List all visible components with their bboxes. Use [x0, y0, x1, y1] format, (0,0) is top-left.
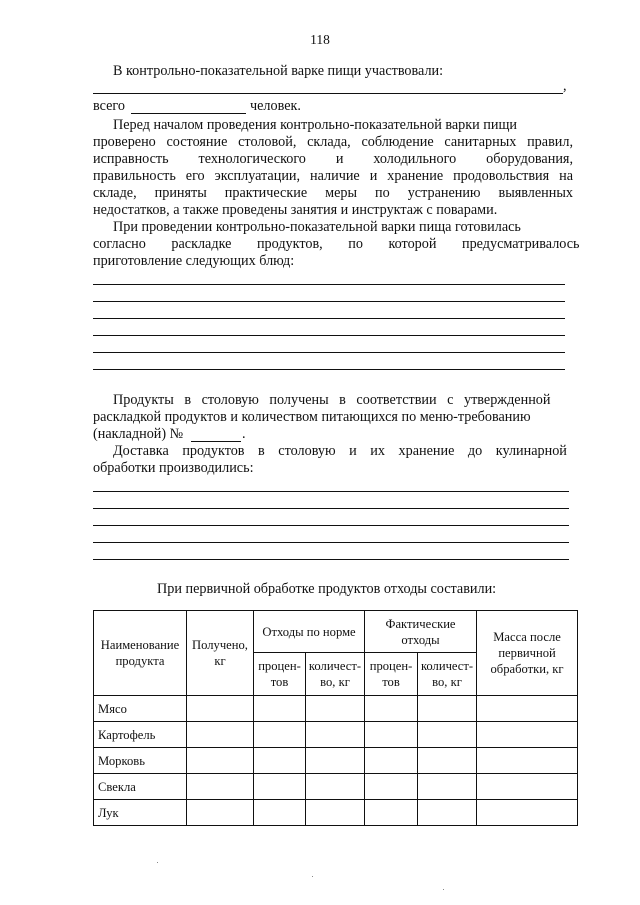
row-product-name: Лук — [94, 800, 187, 826]
cell-input[interactable] — [365, 774, 418, 800]
paragraph-line: обработки производились: — [93, 460, 254, 476]
cell-input[interactable] — [187, 722, 254, 748]
cell-input[interactable] — [365, 722, 418, 748]
subheader-norm-quantity: количест-во, кг — [306, 653, 365, 696]
cell-input[interactable] — [418, 696, 477, 722]
col-header-norm-waste: Отходы по норме — [254, 611, 365, 653]
col-header-received: Получено, кг — [187, 611, 254, 696]
paragraph-line: согласно раскладке продуктов, по которой предусматривалось — [93, 236, 580, 252]
scan-speck — [443, 889, 444, 890]
cell-input[interactable] — [418, 748, 477, 774]
total-suffix: человек. — [250, 98, 301, 114]
col-header-product: Наименование продукта — [94, 611, 187, 696]
paragraph-line: При проведении контрольно-показательной варки пища готовилась — [113, 219, 521, 235]
cell-input[interactable] — [365, 748, 418, 774]
table-row — [94, 774, 578, 800]
row-product-name: Мясо — [94, 696, 187, 722]
table-row — [94, 748, 578, 774]
participants-line[interactable] — [93, 93, 563, 94]
cell-input[interactable] — [187, 748, 254, 774]
participants-intro: В контрольно-показательной варке пищи участвовали: — [113, 63, 444, 79]
delivery-line[interactable] — [93, 525, 569, 526]
cell-input[interactable] — [306, 774, 365, 800]
delivery-line[interactable] — [93, 491, 569, 492]
cell-input[interactable] — [254, 722, 306, 748]
paragraph-line: складе, приняты практические меры по устранению выявленных — [93, 185, 573, 201]
paragraph-line: проверено состояние столовой, склада, соблюдение санитарных правил, — [93, 134, 573, 150]
scan-speck — [312, 876, 313, 877]
cell-input[interactable] — [187, 696, 254, 722]
total-count-blank[interactable] — [131, 113, 246, 114]
subheader-actual-quantity: количест-во, кг — [418, 653, 477, 696]
paragraph-line: правильность его эксплуатации, наличие и хранение продовольствия на — [93, 168, 573, 184]
row-product-name: Картофель — [94, 722, 187, 748]
cell-input[interactable] — [418, 722, 477, 748]
paragraph-line: Перед началом проведения контрольно-показательной варки пищи — [113, 117, 517, 133]
cell-input[interactable] — [306, 722, 365, 748]
delivery-line[interactable] — [93, 542, 569, 543]
cell-input[interactable] — [365, 696, 418, 722]
dish-line[interactable] — [93, 335, 565, 336]
paragraph-line: Продукты в столовую получены в соответствии с утвержденной — [113, 392, 551, 408]
table-row — [94, 696, 578, 722]
row-product-name: Морковь — [94, 748, 187, 774]
table-row — [94, 800, 578, 826]
delivery-line[interactable] — [93, 559, 569, 560]
paragraph-line: приготовление следующих блюд: — [93, 253, 295, 269]
invoice-number-blank[interactable] — [191, 441, 241, 442]
dish-line[interactable] — [93, 352, 565, 353]
subheader-norm-percent: процен-тов — [254, 653, 306, 696]
cell-input[interactable] — [418, 774, 477, 800]
delivery-line[interactable] — [93, 508, 569, 509]
cell-input[interactable] — [477, 722, 578, 748]
cell-input[interactable] — [418, 800, 477, 826]
invoice-prefix: (накладной) № — [93, 426, 184, 442]
table-row — [94, 722, 578, 748]
cell-input[interactable] — [306, 800, 365, 826]
paragraph-line: недостатков, а также проведены занятия и инструктаж с поварами. — [93, 202, 498, 218]
participants-comma: , — [563, 78, 567, 94]
total-prefix: всего — [93, 98, 125, 114]
dish-line[interactable] — [93, 318, 565, 319]
paragraph-line: Доставка продуктов в столовую и их хранение до кулинарной — [113, 443, 567, 459]
cell-input[interactable] — [365, 800, 418, 826]
page-number: 118 — [310, 32, 330, 47]
cell-input[interactable] — [306, 748, 365, 774]
dish-line[interactable] — [93, 369, 565, 370]
col-header-mass-after: Масса после первичной обработки, кг — [477, 611, 578, 696]
cell-input[interactable] — [187, 774, 254, 800]
cell-input[interactable] — [187, 800, 254, 826]
invoice-suffix: . — [242, 426, 246, 442]
cell-input[interactable] — [254, 774, 306, 800]
cell-input[interactable] — [477, 800, 578, 826]
paragraph-line: исправность технологического и холодильного оборудования, — [93, 151, 573, 167]
cell-input[interactable] — [306, 696, 365, 722]
cell-input[interactable] — [477, 696, 578, 722]
dish-line[interactable] — [93, 301, 565, 302]
row-product-name: Свекла — [94, 774, 187, 800]
scan-speck — [157, 862, 158, 863]
cell-input[interactable] — [477, 748, 578, 774]
cell-input[interactable] — [254, 800, 306, 826]
dish-line[interactable] — [93, 284, 565, 285]
waste-table — [93, 610, 578, 826]
cell-input[interactable] — [477, 774, 578, 800]
subheader-actual-percent: процен-тов — [365, 653, 418, 696]
waste-heading: При первичной обработке продуктов отходы составили: — [157, 581, 497, 597]
paragraph-line: раскладкой продуктов и количеством питающихся по меню-требованию — [93, 409, 531, 425]
cell-input[interactable] — [254, 696, 306, 722]
col-header-actual-waste: Фактические отходы — [365, 611, 477, 653]
cell-input[interactable] — [254, 748, 306, 774]
